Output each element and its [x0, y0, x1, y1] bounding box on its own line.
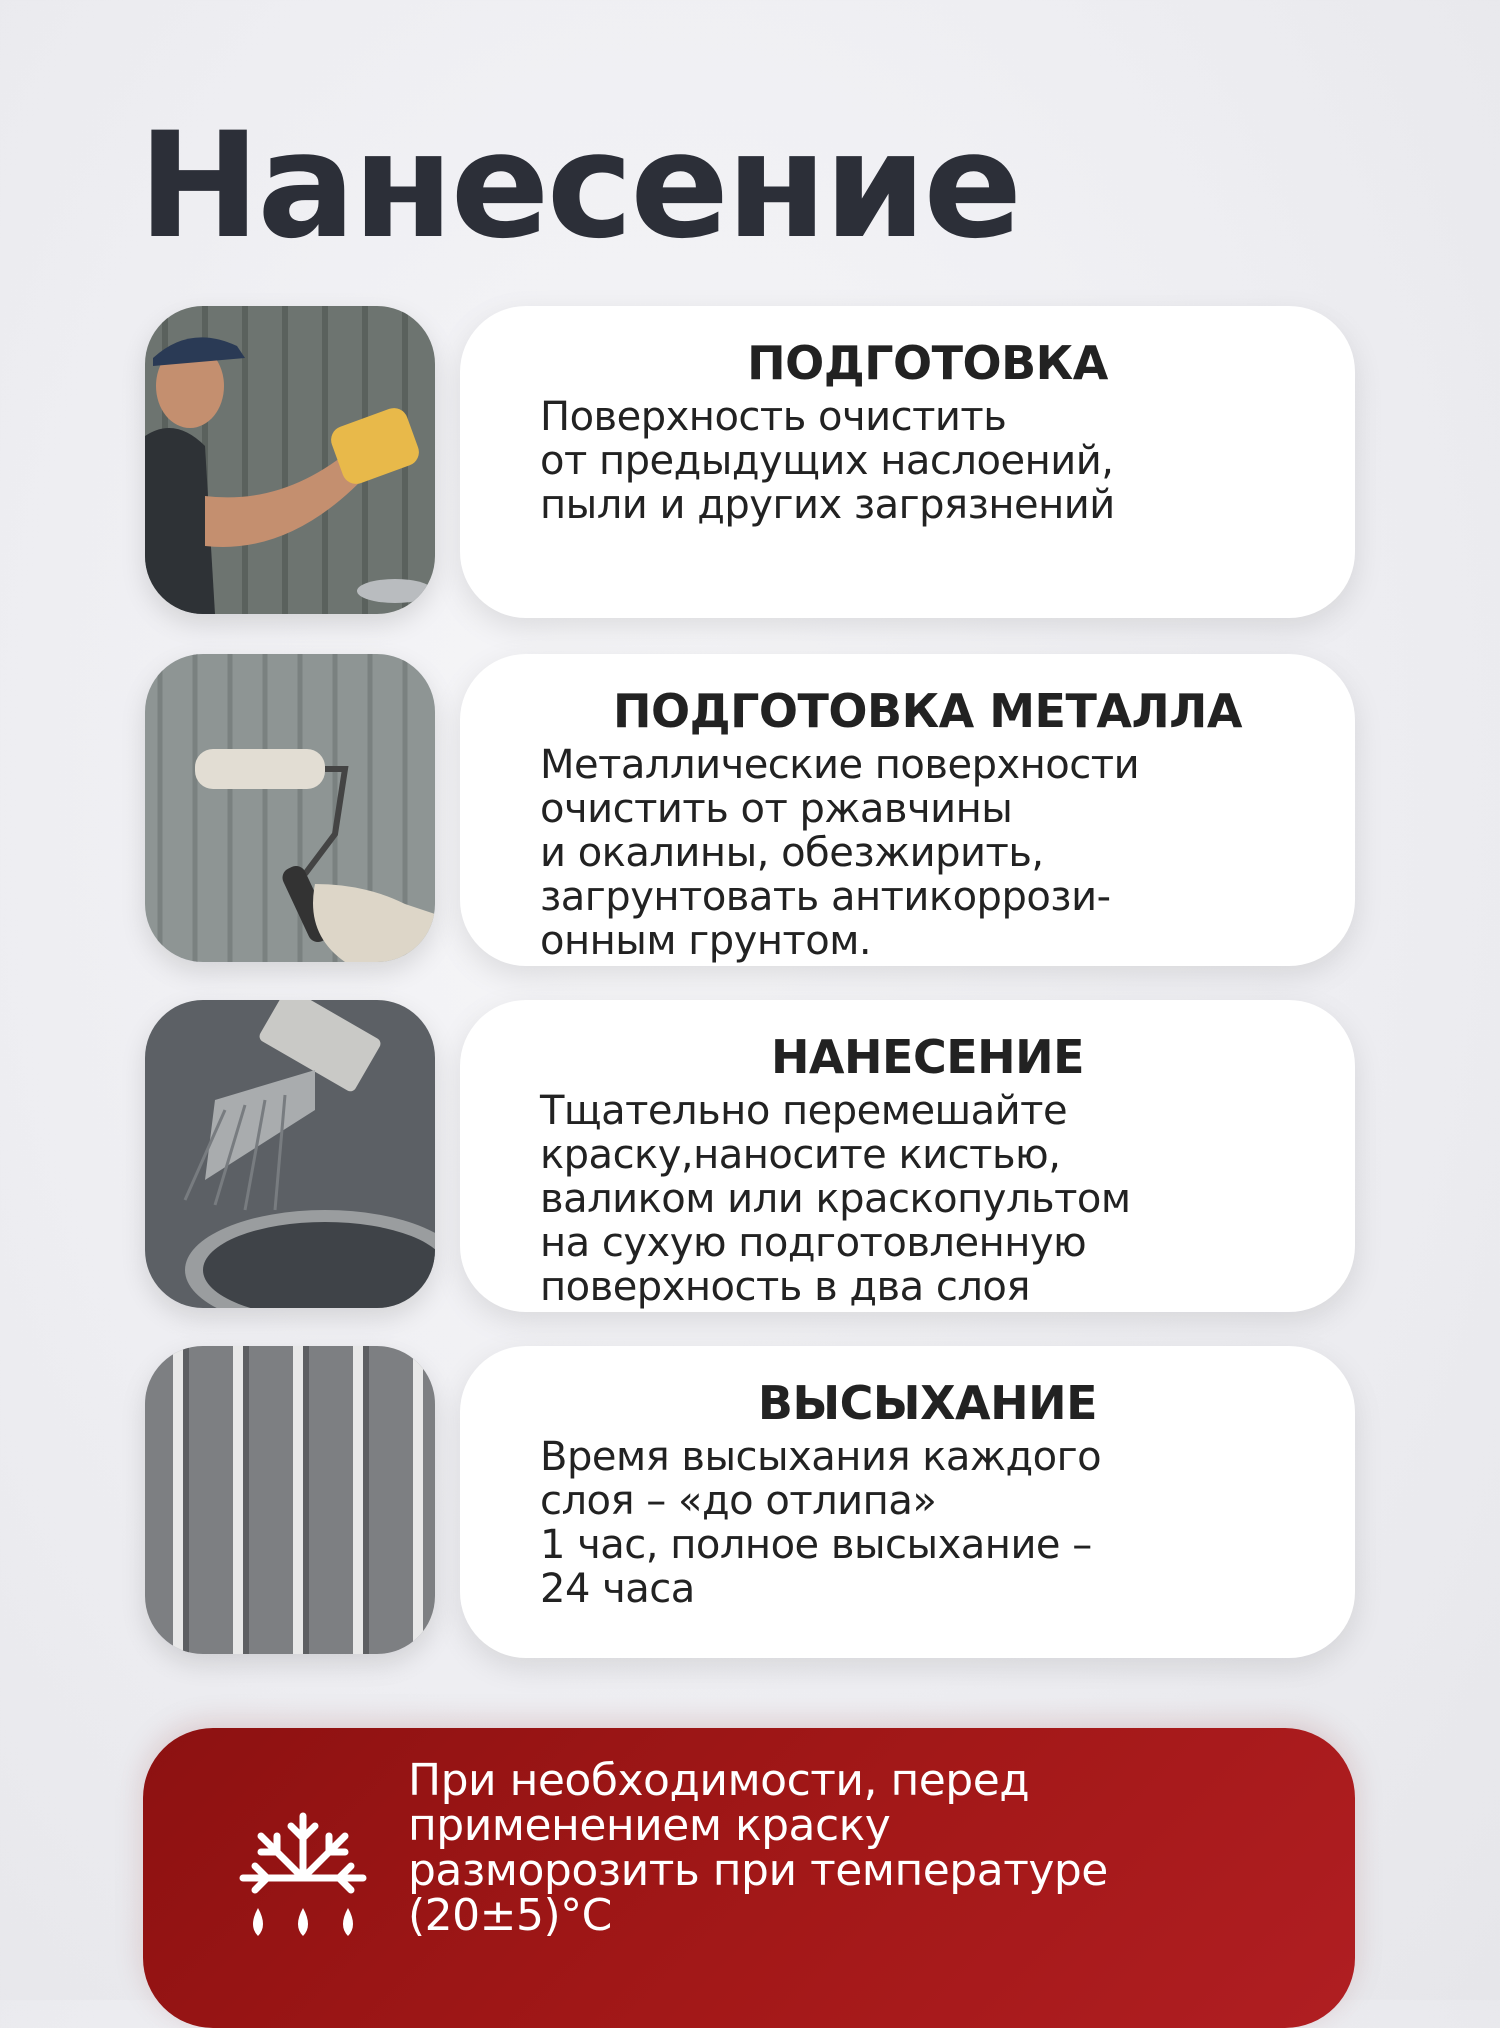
- man-cleaning-wall-photo: [145, 306, 435, 614]
- step-title: ПОДГОТОВКА: [747, 336, 1108, 390]
- snowflake-thaw-icon: [233, 1808, 373, 1958]
- step-title: ВЫСЫХАНИЕ: [757, 1376, 1098, 1430]
- notice-text: При необходимости, перед применением краску разморозить при температуре (20±5)°C: [408, 1755, 1108, 1941]
- thaw-notice-banner: [143, 1728, 1355, 2028]
- step-card-application: [460, 1000, 1355, 1312]
- step-title: ПОДГОТОВКА МЕТАЛЛА: [613, 684, 1242, 738]
- step-card-drying: [460, 1346, 1355, 1658]
- step-text: Поверхность очистить от предыдущих наслоений, пыли и других загрязнений: [540, 394, 1115, 529]
- painted-profile-photo: [145, 1346, 435, 1654]
- step-text: Время высыхания каждого слоя – «до отлипа» 1 час, полное высыхание – 24 часа: [540, 1434, 1102, 1613]
- step-text: Тщательно перемешайте краску,наносите кистью, валиком или краскопультом на сухую подготовленную поверхность в два слоя: [540, 1088, 1131, 1311]
- step-title: НАНЕСЕНИЕ: [770, 1030, 1085, 1084]
- brush-and-can-photo: [145, 1000, 435, 1308]
- step-card-preparation: [460, 306, 1355, 618]
- step-text: Металлические поверхности очистить от ржавчины и окалины, обезжирить, загрунтовать антикоррози- онным грунтом.: [540, 742, 1140, 965]
- page-title: Нанесение: [138, 101, 1020, 271]
- step-card-metal-preparation: [460, 654, 1355, 966]
- paint-roller-photo: [145, 654, 435, 962]
